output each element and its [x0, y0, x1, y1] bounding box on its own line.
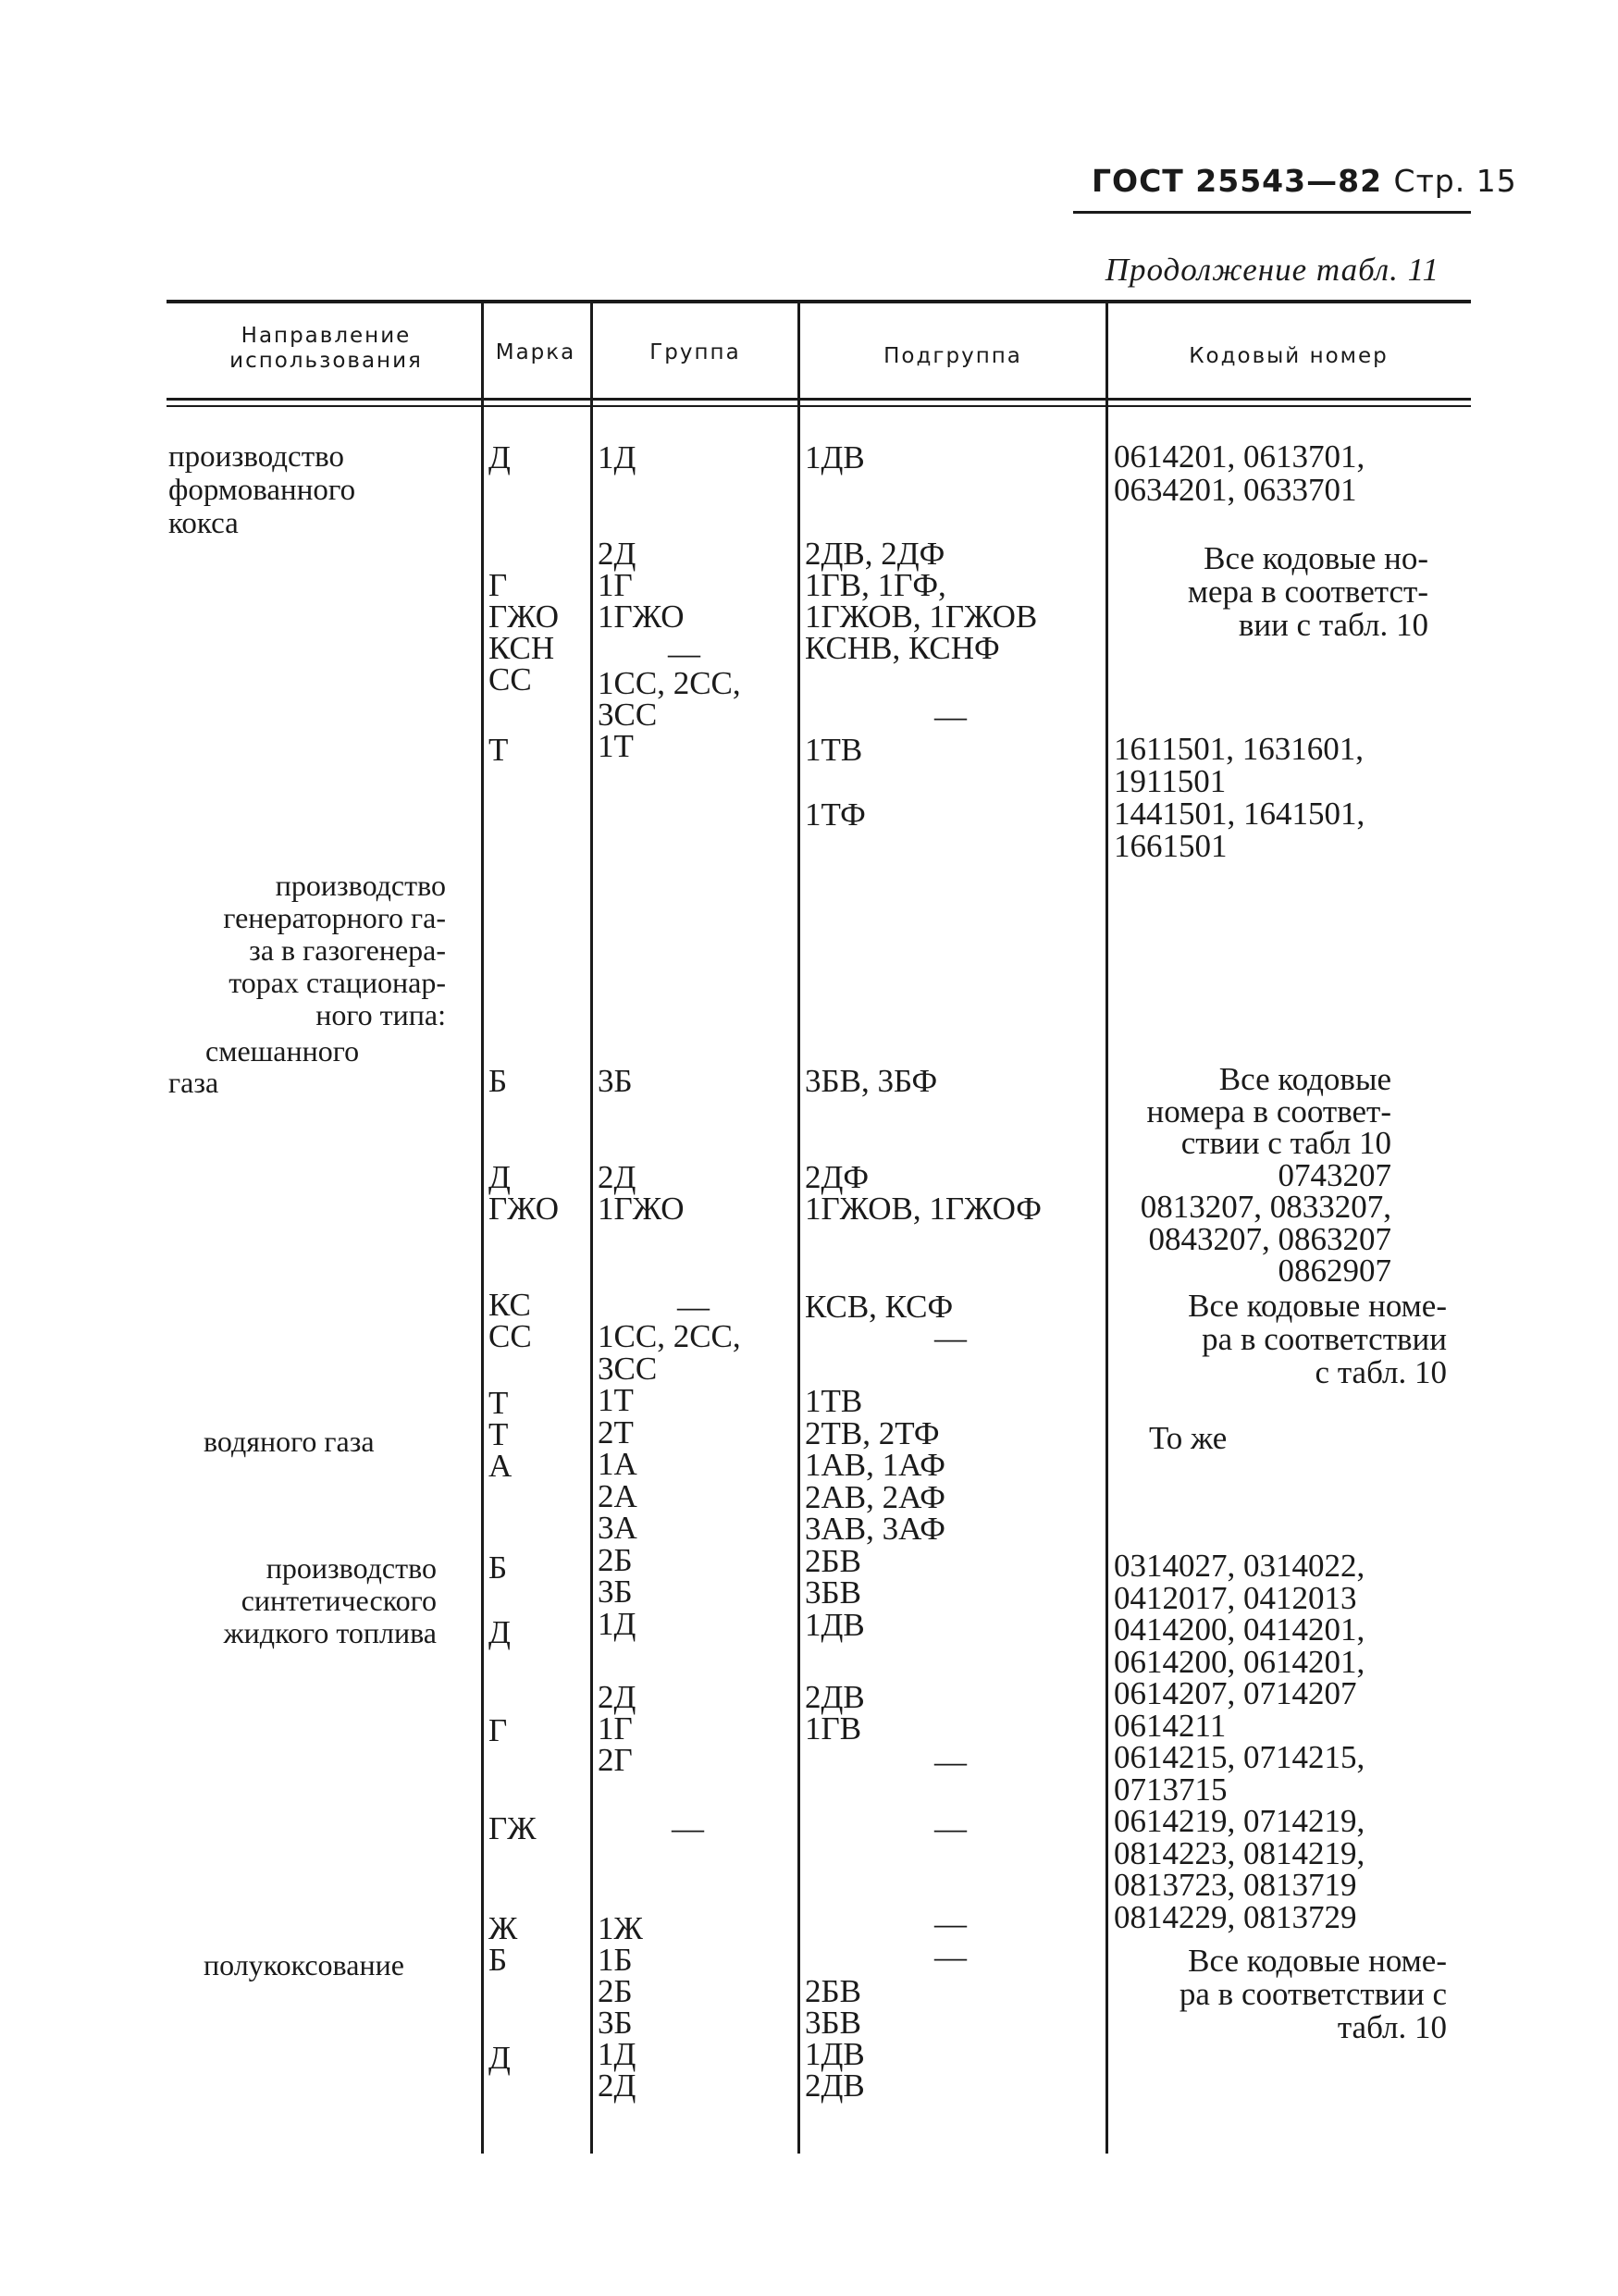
column-divider: [590, 303, 593, 2154]
column-divider: [797, 303, 800, 2154]
kod-cell: 1611501, 1631601, 1911501 1441501, 1641501, 1661501: [1114, 731, 1365, 864]
direction-semicoking: полукоксование: [204, 1948, 404, 1981]
column-divider: [481, 303, 484, 2154]
podgruppa-dash: —: [934, 1810, 967, 1846]
podgruppa-cell: 3БВ, 3БФ: [805, 1063, 938, 1099]
table-top-rule: [167, 300, 1471, 303]
marka-cell: Ж Б: [488, 1910, 518, 1978]
podgruppa-cell: 1ТВ: [805, 732, 863, 768]
gruppa-cell: 2Д 1Г 1ГЖО: [598, 536, 685, 635]
kod-cell: Все кодовые номе- ра в соответствии с табл. 10: [1179, 1943, 1447, 2045]
page-number: Стр. 15: [1393, 163, 1517, 199]
col-header-podgruppa: Подгруппа: [883, 344, 1022, 368]
gruppa-dash: —: [677, 1289, 710, 1325]
gruppa-cell: 1Д: [598, 439, 636, 475]
gruppa-cell: 3Б: [598, 1063, 633, 1099]
marka-cell: Т: [488, 732, 509, 768]
marka-cell: Д: [488, 439, 511, 475]
marka-cell: Г: [488, 1712, 508, 1748]
marka-cell: Д: [488, 1614, 511, 1650]
marka-cell: Т Т А: [488, 1385, 513, 1484]
podgruppa-cell: 2ДФ 1ГЖОВ, 1ГЖОФ: [805, 1159, 1042, 1227]
direction-mixed-gas-cont: газа: [168, 1066, 219, 1099]
marka-cell: Б: [488, 1063, 508, 1099]
podgruppa-cell: КСВ, КСФ: [805, 1289, 954, 1325]
gruppa-cell: 1СС, 2СС, 3СС 1Т 2Т 1А 2А 3А 2Б 3Б 1Д: [598, 1318, 741, 1642]
direction-water-gas: водяного газа: [204, 1425, 375, 1458]
marka-cell: ГЖ: [488, 1810, 537, 1846]
kod-cell: 0314027, 0314022, 0412017, 0412013 0414200, 0414201, 0614200, 0614201, 0614207, 0714207 0614211 0614215, 0714215, 0713715 0614219, 0714219, 0814223, 0814219, 0813723, 0813719 0814229, 0813729: [1114, 1548, 1365, 1935]
col-header-direction: Направление использования: [229, 324, 423, 373]
kod-cell: То же: [1149, 1420, 1228, 1456]
kod-cell: Все кодовые но- мера в соответст- вии с табл. 10: [1187, 540, 1428, 643]
col-header-gruppa: Группа: [649, 340, 741, 364]
col-header-marka: Марка: [495, 340, 576, 364]
podgruppa-cell: 1ТВ 2ТВ, 2ТФ 1АВ, 1АФ 2АВ, 2АФ 3АВ, 3АФ 2БВ 3БВ 1ДВ: [805, 1383, 945, 1643]
direction-formed-coke: производство формованного кокса: [168, 440, 356, 540]
table-head-rule: [167, 398, 1471, 401]
gruppa-cell: 2Д 1ГЖО: [598, 1159, 685, 1227]
podgruppa-dash: —: [934, 698, 967, 734]
col-header-kod: Кодовый номер: [1189, 344, 1389, 368]
podgruppa-cell: 1ТФ: [805, 796, 866, 833]
podgruppa-cell: 1ДВ: [805, 439, 865, 475]
table-head-rule-2: [167, 405, 1471, 407]
column-divider: [1105, 303, 1108, 2154]
kod-cell: Все кодовые номера в соответ- ствии с табл 10 0743207 0813207, 0833207, 0843207, 0863207 0862907: [1140, 1061, 1391, 1289]
direction-synthetic-fuel: производство синтетического жидкого топлива: [223, 1551, 437, 1649]
podgruppa-dash: — —: [934, 1906, 967, 1975]
marka-cell: Д: [488, 2040, 511, 2076]
marka-cell: КС СС: [488, 1287, 532, 1354]
podgruppa-cell: 2ДВ, 2ДФ 1ГВ, 1ГФ, 1ГЖОВ, 1ГЖОВ КСНВ, КСНФ: [805, 536, 1038, 666]
direction-generator-gas: производство генераторного га- за в газогенера- торах стационар- ного типа:: [223, 869, 446, 1031]
gruppa-cell: 1Ж 1Б 2Б 3Б 1Д 2Д: [598, 1910, 643, 2104]
podgruppa-dash: —: [934, 1744, 967, 1780]
direction-mixed-gas: смешанного: [205, 1034, 360, 1068]
podgruppa-cell: 2БВ 3БВ 1ДВ 2ДВ: [805, 1973, 865, 2104]
gruppa-dash: —: [668, 636, 700, 672]
gruppa-cell: 2Д 1Г 2Г: [598, 1679, 636, 1778]
header-rule: [1073, 211, 1471, 214]
table-caption: Продолжение табл. 11: [1105, 252, 1439, 288]
podgruppa-cell: 2ДВ 1ГВ: [805, 1679, 865, 1747]
gruppa-cell: 1СС, 2СС, 3СС 1Т: [598, 665, 741, 764]
marka-cell: Б: [488, 1549, 508, 1586]
marka-cell: Д ГЖО: [488, 1159, 559, 1227]
standard-number: ГОСТ 25543—82: [1092, 163, 1383, 199]
kod-cell: 0614201, 0613701, 0634201, 0633701: [1114, 438, 1365, 508]
marka-cell: Г ГЖО КСН СС: [488, 567, 559, 697]
gruppa-dash: —: [672, 1810, 704, 1846]
page-header: [1092, 163, 1517, 199]
podgruppa-dash: —: [934, 1320, 967, 1356]
kod-cell: Все кодовые номе- ра в соответствии с табл. 10: [1188, 1288, 1447, 1390]
